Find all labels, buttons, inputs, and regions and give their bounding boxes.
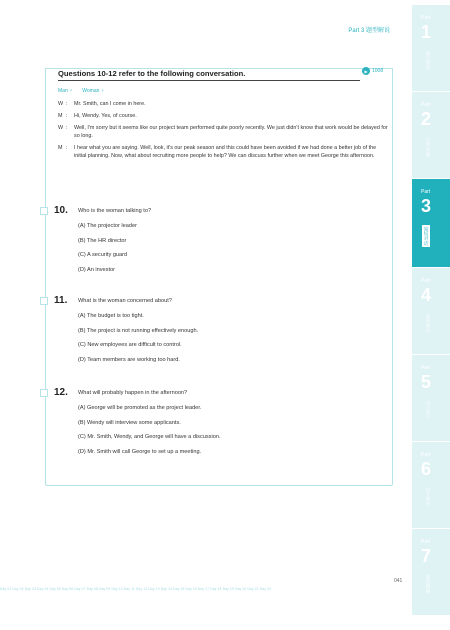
tab-part-number: 7 [421, 546, 432, 566]
tab-part-title: 句子填空 [426, 401, 431, 420]
question-number: 12. [54, 387, 68, 398]
tab-part-title: 简短对话 [424, 227, 429, 246]
tab-part-4[interactable] [412, 268, 450, 355]
speaker-tag: W [58, 124, 64, 131]
tab-part-number: 6 [421, 459, 432, 479]
conversation-title: Questions 10-12 refer to the following conversation. [58, 69, 246, 78]
tab-part-7[interactable] [412, 529, 450, 616]
utterance: I hear what you are saying. Well, look, it's our peak season and this could have been avoided if we had done a better job of the initial planning. Now, what about recruiting more people to help? We can discuss further when we meet George this afternoon. [74, 144, 377, 159]
page-number: 041 [394, 578, 403, 584]
tab-part-6[interactable] [412, 442, 450, 529]
dialogue-line: W : Well, I'm sorry but it seems like our project team performed quite poorly recently. We just didn't know that work would be delayed for so long. [58, 124, 388, 139]
options-list [78, 312, 198, 370]
option-a[interactable]: (A) George will be promoted as the project leader. [78, 405, 202, 411]
options-list [78, 404, 221, 462]
tab-part-label: Part [421, 365, 431, 371]
question-text: Who is the woman talking to? [78, 208, 152, 214]
tab-part-2[interactable] [412, 92, 450, 179]
page-header: Part 3 题型解说 [348, 28, 390, 34]
speaker-tag: W [58, 101, 64, 107]
option-d[interactable]: (D) Team members are working too hard. [78, 356, 180, 363]
tab-part-label: Part [421, 189, 431, 195]
speaker-tag: M [58, 112, 63, 119]
tab-part-title: 图片描述 [426, 51, 431, 70]
speaker-woman-label: Woman ♀ [82, 88, 105, 94]
question-number: 10. [54, 205, 68, 216]
option-a[interactable]: (A) The budget is too tight. [78, 313, 144, 319]
option-c[interactable]: (C) Mr. Smith, Wendy, and George will have a discussion. [78, 434, 221, 440]
option-b[interactable]: (B) The HR director [78, 237, 127, 244]
dialogue-line: M : Hi, Wendy. Yes, of course. [58, 112, 388, 120]
tab-part-3[interactable] [412, 179, 450, 268]
title-underline [58, 80, 360, 81]
option-c[interactable]: (C) A security guard [78, 252, 128, 258]
dialogue [58, 100, 388, 164]
tab-part-1[interactable] [412, 5, 450, 92]
answer-checkbox[interactable] [40, 389, 48, 397]
dialogue-line: W : Mr. Smith, can I come in here. [58, 100, 388, 108]
tab-part-number: 5 [421, 372, 432, 392]
options-list [78, 222, 137, 280]
tab-part-5[interactable] [412, 355, 450, 442]
tab-part-label: Part [421, 278, 431, 284]
tab-part-number: 3 [421, 196, 432, 216]
tab-part-number: 2 [421, 109, 432, 129]
part-tabs [412, 5, 450, 616]
option-d[interactable]: (D) An investor [78, 266, 115, 273]
utterance: Hi, Wendy. Yes, of course. [74, 112, 137, 119]
speaker-tag: M [58, 144, 63, 151]
dialogue-line: M : I hear what you are saying. Well, look, it's our peak season and this could have been avoided if we had done a better job of the initial planning. Now, what about recruiting more people to help? We can discuss further when we meet George this afternoon. [58, 144, 388, 160]
footer-day-strip: Day 01 Day 02 Day 03 Day 04 Day 05 Day 06 Day 07 Day 08 Day 09 Day 10 Day 11 Day 12 Day 13 Day 14 Day 15 Day 16 Day 17 Day 18 Day 19 Day 20 Day 21 Day 22 [0, 587, 272, 591]
question-text: What is the woman concerned about? [78, 298, 172, 304]
play-icon: ▶ [362, 67, 370, 75]
option-a[interactable]: (A) The projector leader [78, 223, 137, 229]
question-number: 11. [54, 295, 68, 306]
tab-part-label: Part [421, 15, 431, 21]
tab-part-label: Part [421, 539, 431, 545]
option-b[interactable]: (B) Wendy will interview some applicants. [78, 419, 181, 426]
audio-track-label: 1008 [372, 68, 384, 74]
answer-checkbox[interactable] [40, 297, 48, 305]
answer-checkbox[interactable] [40, 207, 48, 215]
tab-part-title: 简短独白 [426, 314, 431, 333]
option-b[interactable]: (B) The project is not running effectively enough. [78, 327, 199, 334]
tab-part-label: Part [421, 102, 431, 108]
tab-part-number: 1 [421, 22, 432, 42]
tab-part-title: 阅读理解 [426, 575, 431, 594]
question-text: What will probably happen in the afternoon? [78, 390, 188, 396]
option-d[interactable]: (D) Mr. Smith will call George to set up a meeting. [78, 448, 202, 455]
audio-track-button[interactable] [362, 67, 383, 75]
speaker-legend [58, 88, 113, 94]
tab-part-title: 应答问题 [426, 138, 431, 157]
option-c[interactable]: (C) New employees are difficult to control. [78, 342, 182, 348]
tab-part-label: Part [421, 452, 431, 458]
speaker-man-label: Man ♂ [58, 88, 73, 94]
utterance: Mr. Smith, can I come in here. [74, 101, 146, 107]
tab-part-title: 短文填空 [426, 488, 431, 507]
tab-part-number: 4 [421, 285, 432, 305]
utterance: Well, I'm sorry but it seems like our project team performed quite poorly recently. We just didn't know that work would be delayed for so long. [74, 124, 388, 139]
